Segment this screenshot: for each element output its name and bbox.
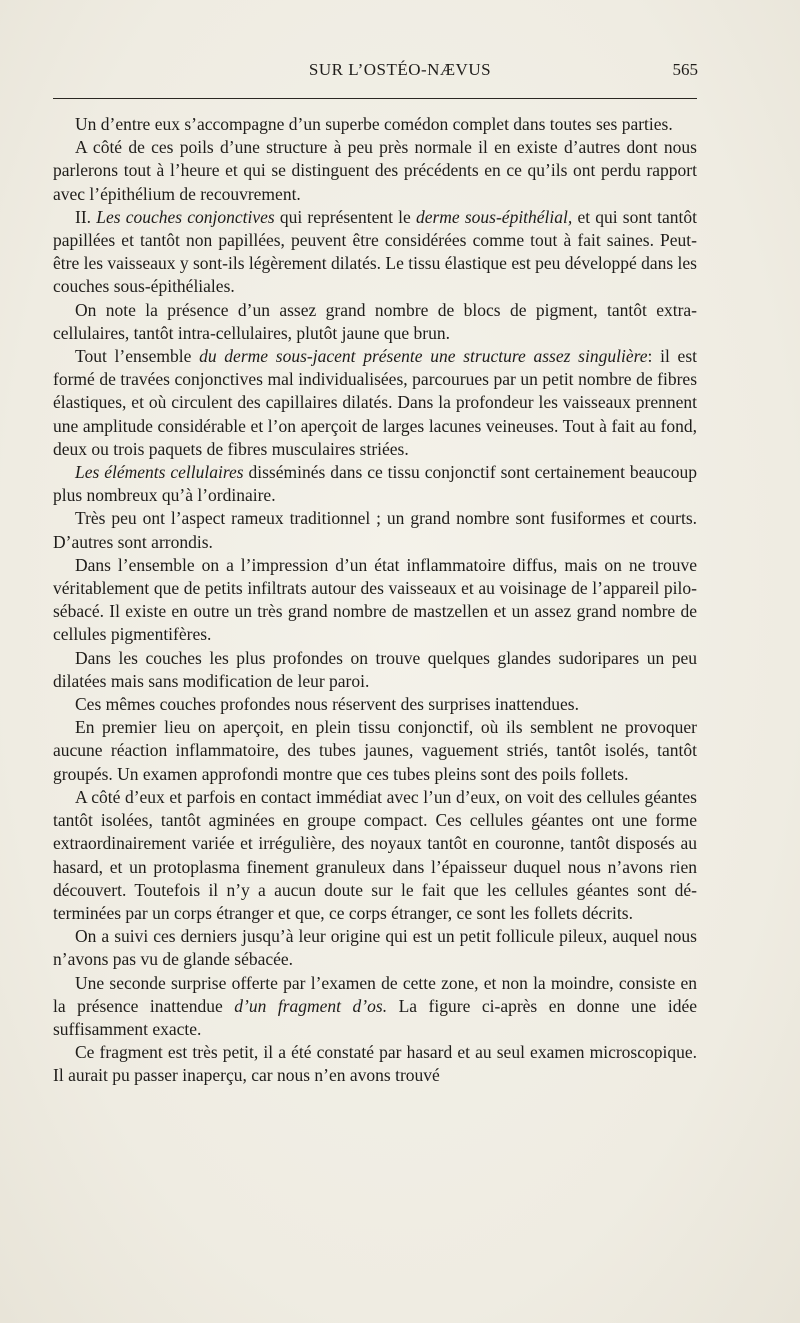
paragraph: [53, 693, 697, 716]
text-run: : il est formé de travées conjonctives mal individualisées, parcourues par un petit nombre de fibres élastiques, et où circulent des capillaires dilatés. Dans la profondeur les vaisseaux prennent une amplitude considérable et l’on aperçoit de larges lacunes veineuses. Tout à fait au fond, deux ou trois paquets de fibres musculaires striées.: [53, 346, 698, 459]
paragraph: [53, 554, 697, 647]
text-run: Une seconde surprise offerte par l’examen de cette zone, et non la moindre, consiste en la présence inattendue: [53, 972, 697, 1016]
italic-run: du derme sous-jacent présente une structure assez singulière: [199, 346, 648, 367]
paragraph: [53, 716, 697, 786]
italic-run: Les éléments cellulaires: [75, 462, 244, 483]
italic-run: derme sous-épithélial,: [415, 206, 573, 227]
text-run: et qui sont tantôt papillées et tantôt non papillées, peuvent être considérées comme tout à fait saines. Peut-être les vaisseaux y sont-ils légèrement dilatés. Le tissu élastique est peu développé dans les couches sous-épithéliales.: [53, 206, 698, 297]
text-run: II.: [75, 206, 97, 227]
paragraph: [53, 113, 697, 136]
paragraph: [53, 136, 697, 206]
paragraph: [53, 206, 697, 299]
text-run: A côté de ces poils d’une structure à peu près normale il en existe d’autres dont nous parlerons tout à l’heure et qui se distinguent des précédents en ce qu’ils ont perdu rapport avec l’épithélium de recouvrement.: [53, 137, 697, 204]
paragraph: [53, 1041, 697, 1087]
text-run: Dans l’ensemble on a l’impression d’un état inflammatoire diffus, mais on ne trouve véritablement que de petits infiltrats autour des vaisseaux et au voisinage de l’appareil pilo-sébacé. Il existe en outre un très grand nombre de mastzellen et un assez grand nombre de cellules pigmentifères.: [53, 554, 697, 645]
text-run: Un d’entre eux s’accompagne d’un superbe comédon complet dans toutes ses parties.: [75, 114, 673, 134]
text-run: Ces mêmes couches profondes nous réservent des surprises inattendues.: [75, 694, 579, 715]
paragraph: [53, 925, 697, 971]
text-run: Ce fragment est très petit, il a été constaté par hasard et au seul examen microscopique. Il aurait pu passer inaperçu, car nous n’en avons trouvé: [53, 1042, 697, 1086]
text-run: Très peu ont l’aspect rameux traditionnel ; un grand nombre sont fusiformes et courts. D’autres sont arrondis.: [53, 508, 697, 552]
paragraph: [53, 647, 697, 693]
running-head: [0, 60, 800, 84]
text-run: On note la présence d’un assez grand nombre de blocs de pigment, tantôt extra-cellulaires, tantôt intra-cellulaires, plutôt jaune que brun.: [53, 299, 697, 343]
italic-run: Les couches conjonctives: [96, 206, 275, 227]
paragraph: [53, 786, 697, 925]
italic-run: d’un fragment d’os.: [234, 995, 388, 1016]
text-run: On a suivi ces derniers jusqu’à leur origine qui est un petit follicule pileux, auquel nous n’avons pas vu de glande sébacée.: [53, 926, 697, 970]
paragraph: [53, 507, 697, 553]
text-run: disséminés dans ce tissu conjonctif sont certainement beaucoup plus nombreux qu’à l’ordinaire.: [53, 462, 697, 506]
running-title: SUR L’OSTÉO-NÆVUS: [308, 60, 492, 79]
text-run: En premier lieu on aperçoit, en plein tissu conjonctif, où ils semblent ne provoquer aucune réaction inflammatoire, des tubes jaunes, vaguement striés, tantôt isolés, tantôt groupés. Un examen approfondi montre que ces tubes pleins sont des poils follets.: [53, 717, 697, 784]
header-rule: [53, 98, 697, 99]
paragraph: [53, 972, 697, 1042]
text-run: Tout l’ensemble: [75, 346, 200, 367]
paragraph: [53, 299, 697, 345]
paragraph: [53, 345, 697, 461]
page-number: 565: [672, 60, 698, 79]
paragraph: [53, 461, 697, 507]
text-run: La figure ci-après en donne une idée suffisamment exacte.: [53, 995, 697, 1039]
text-run: A côté d’eux et parfois en contact immédiat avec l’un d’eux, on voit des cellules géantes tantôt isolées, tantôt agminées en groupe compact. Ces cellules géantes ont une forme extraordinairement variée et irrégulière, des noyaux tantôt en couronne, tantôt disposés au hasard, et un protoplasma finement granuleux dans l’épaisseur duquel nous n’avons rien découvert. Toutefois il n’y a aucun doute sur le fait que les cellules géantes sont déterminées par un corps étranger et que, ce corps étranger, ce sont les follets décrits.: [53, 786, 697, 923]
text-run: Dans les couches les plus profondes on trouve quelques glandes sudoripares un peu dilatées mais sans modification de leur paroi.: [53, 647, 697, 691]
text-run: qui représentent le: [274, 206, 416, 227]
body-text: [53, 113, 697, 1088]
